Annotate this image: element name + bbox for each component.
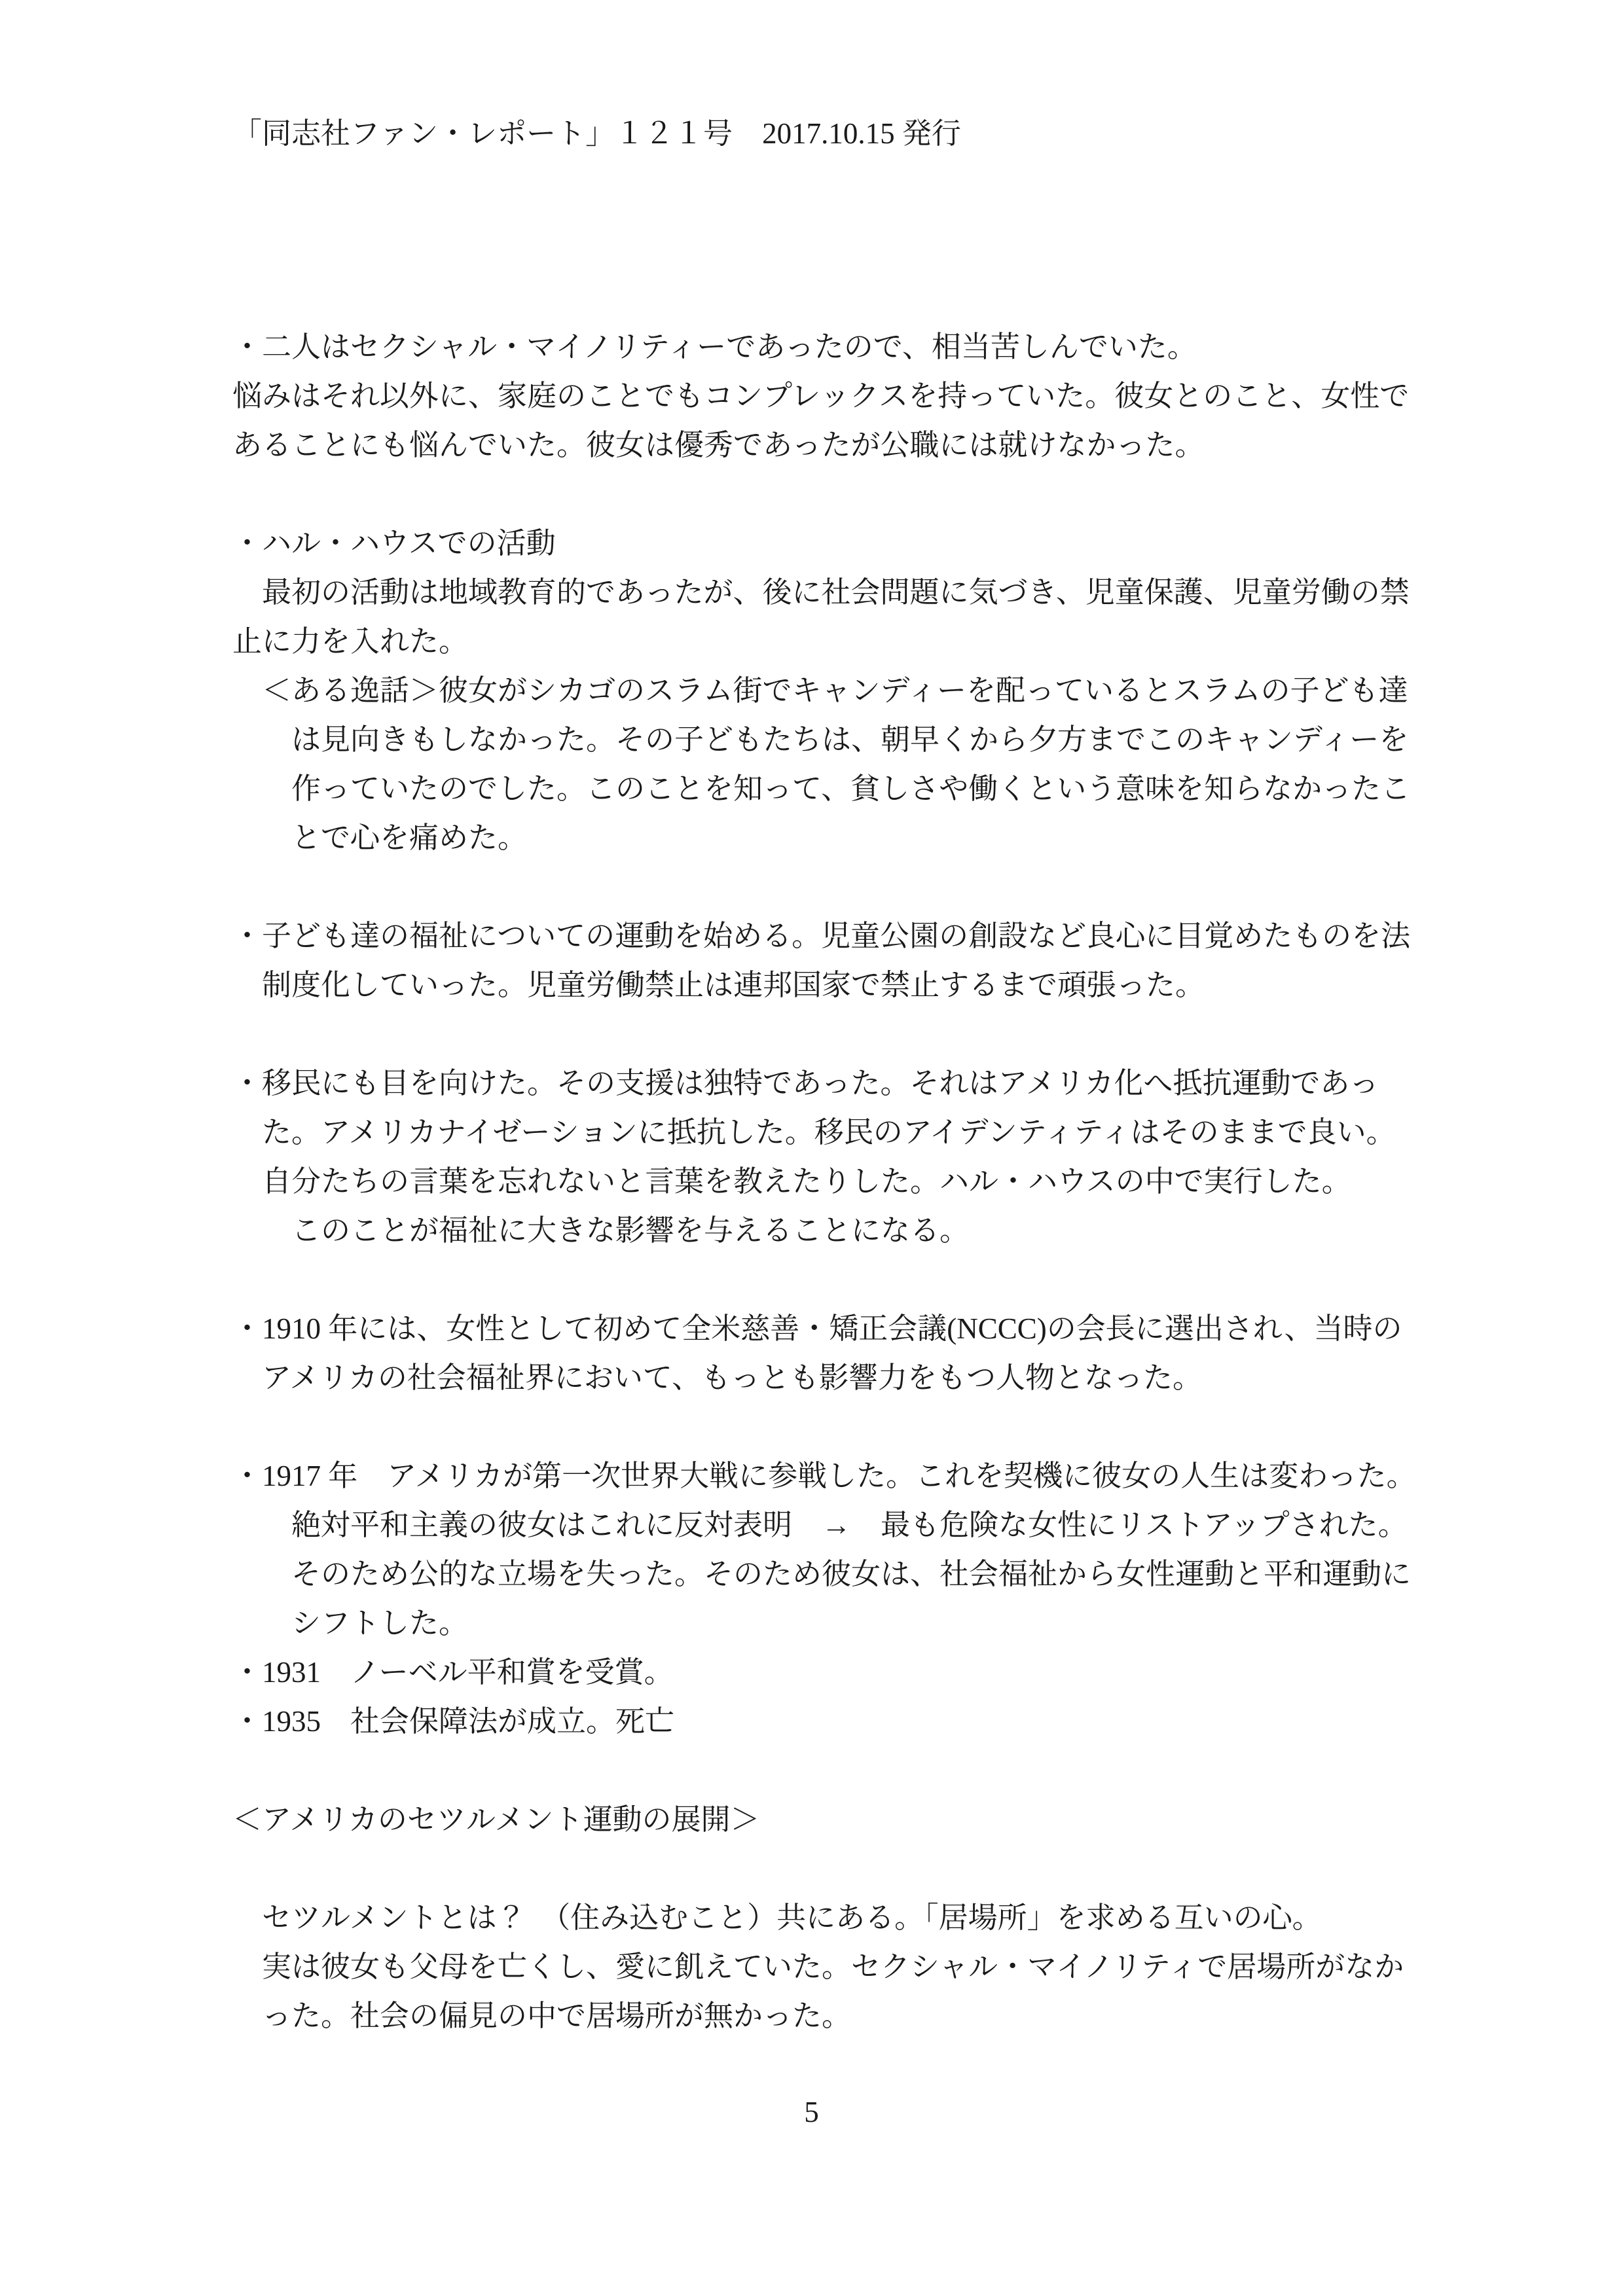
text-line: 止に力を入れた。 (232, 625, 469, 658)
text-line: ・1917 年 アメリカが第一次世界大戦に参戦した。これを契機に彼女の人生は変わった。 (232, 1460, 1416, 1492)
paragraph-timeline (232, 1452, 1558, 1746)
text-line: 悩みはそれ以外に、家庭のことでもコンプレックスを持っていた。彼女とのこと、女性で (232, 380, 1410, 412)
text-line: そのため公的な立場を失った。そのため彼女は、社会福祉から女性運動と平和運動に (232, 1558, 1412, 1590)
text-line: 実は彼女も父母を亡くし、愛に飢えていた。セクシャル・マイノリティで居場所がなか (232, 1950, 1404, 1983)
text-line: は見向きもしなかった。その子どもたちは、朝早くから夕方までこのキャンディーを (232, 723, 1409, 756)
text-line: あることにも悩んでいた。彼女は優秀であったが公職には就けなかった。 (232, 429, 1205, 461)
text-line: ・二人はセクシャル・マイノリティーであったので、相当苦しんでいた。 (232, 331, 1197, 363)
text-line: 絶対平和主義の彼女はこれに反対表明 → 最も危険な女性にリストアップされた。 (232, 1509, 1408, 1541)
paragraph-children-welfare (232, 912, 1558, 1010)
text-line: とで心を痛めた。 (232, 821, 528, 854)
paragraph-1910 (232, 1304, 1558, 1403)
text-line: ・移民にも目を向けた。その支援は独特であった。それはアメリカ化へ抵抗運動であっ (232, 1067, 1379, 1100)
text-line: ＜ある逸話＞彼女がシカゴのスラム街でキャンディーを配っているとスラムの子ども達 (232, 674, 1408, 707)
text-line: ・子ども達の福祉についての運動を始める。児童公園の創設など良心に目覚めたものを法 (232, 920, 1411, 952)
page-number (0, 2088, 1623, 2137)
paragraph-settlement (232, 1893, 1558, 2041)
text-line: 制度化していった。児童労働禁止は連邦国家で禁止するまで頑張った。 (232, 969, 1205, 1001)
text-line: ・1910 年には、女性として初めて全米慈善・矯正会議(NCCC)の会長に選出され、当時の (232, 1312, 1402, 1345)
text-line: シフトした。 (232, 1607, 469, 1640)
section-heading (232, 1795, 1558, 1844)
header-line: 「同志社ファン・レポート」１２１号 2017.10.15 発行 (232, 117, 961, 150)
paragraph-intro (232, 323, 1558, 470)
paragraph-hull-house (232, 519, 1558, 863)
page-number-text: 5 (804, 2096, 819, 2128)
text-line: った。社会の偏見の中で居場所が無かった。 (232, 2000, 852, 2032)
text-line: ・ハル・ハウスでの活動 (232, 527, 556, 560)
text-line: このことが福祉に大きな影響を与えることになる。 (232, 1214, 970, 1247)
text-line: 最初の活動は地域教育的であったが、後に社会問題に気づき、児童保護、児童労働の禁 (232, 576, 1410, 609)
section-heading-line: ＜アメリカのセツルメント運動の展開＞ (232, 1803, 760, 1836)
text-line: 作っていたのでした。このことを知って、貧しさや働くという意味を知らなかったこ (232, 772, 1411, 805)
text-line: 自分たちの言葉を忘れないと言葉を教えたりした。ハル・ハウスの中で実行した。 (232, 1165, 1351, 1198)
text-line: た。アメリカナイゼーションに抵抗した。移民のアイデンティティはそのままで良い。 (232, 1116, 1396, 1149)
text-line: ・1931 ノーベル平和賞を受賞。 (232, 1656, 674, 1689)
paragraph-immigrants (232, 1059, 1558, 1255)
page-header (232, 109, 1558, 158)
text-line: アメリカの社会福祉界において、もっとも影響力をもつ人物となった。 (232, 1361, 1202, 1394)
text-line: セツルメントとは？ （住み込むこと）共にある。「居場所」を求める互いの心。 (232, 1901, 1322, 1934)
text-line: ・1935 社会保障法が成立。死亡 (232, 1705, 675, 1738)
